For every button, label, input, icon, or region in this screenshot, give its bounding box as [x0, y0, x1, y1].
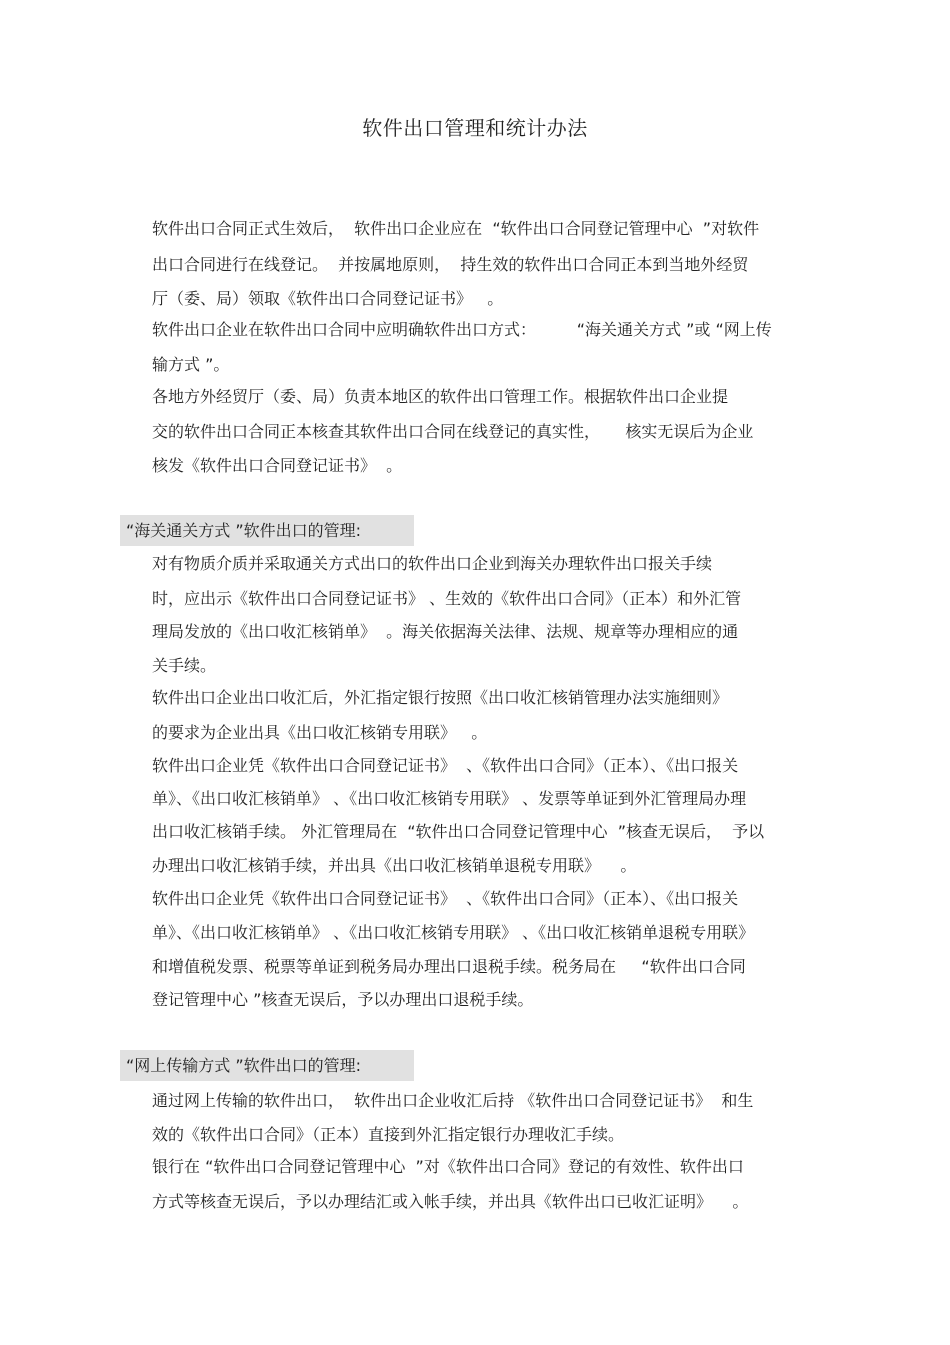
- paragraph-line: 软件出口企业出口收汇后，外汇指定银行按照《出口收汇核销管理办法实施细则》: [152, 688, 729, 707]
- paragraph-line: 交的软件出口合同正本核查其软件出口合同在线登记的真实性， 核实无误后为企业: [152, 422, 754, 441]
- paragraph-line: 输方式 ”。: [152, 355, 230, 374]
- paragraph-line: 时，应出示《软件出口合同登记证书》 、生效的《软件出口合同》（正本）和外汇管: [152, 589, 742, 608]
- paragraph-line: 办理出口收汇核销手续，并出具《出口收汇核销单退税专用联》 。: [152, 856, 637, 875]
- section-heading-online: “网上传输方式 ”软件出口的管理:: [120, 1050, 414, 1081]
- section-heading-customs: “海关通关方式 ”软件出口的管理:: [120, 515, 414, 546]
- paragraph-line: 和增值税发票、税票等单证到税务局办理出口退税手续。税务局在 “软件出口合同: [152, 957, 746, 976]
- paragraph-line: 软件出口企业凭《软件出口合同登记证书》 、《软件出口合同》（正本）、《出口报关: [152, 889, 739, 908]
- paragraph-line: 登记管理中心 ”核查无误后，予以办理出口退税手续。: [152, 990, 534, 1009]
- paragraph-line: 方式等核查无误后，予以办理结汇或入帐手续，并出具《软件出口已收汇证明》 。: [152, 1192, 749, 1211]
- paragraph-line: 厅（委、局）领取《软件出口合同登记证书》 。: [152, 289, 504, 308]
- paragraph-line: 出口合同进行在线登记。 并按属地原则， 持生效的软件出口合同正本到当地外经贸: [152, 255, 749, 274]
- paragraph-line: 理局发放的《出口收汇核销单》 。海关依据海关法律、法规、规章等办理相应的通: [152, 622, 739, 641]
- paragraph-line: 核发《软件出口合同登记证书》 。: [152, 456, 403, 475]
- paragraph-line: 银行在 “软件出口合同登记管理中心 ”对《软件出口合同》登记的有效性、软件出口: [152, 1157, 744, 1176]
- paragraph-line: 软件出口企业在软件出口合同中应明确软件出口方式： “海关通关方式 ”或 “网上传: [152, 320, 772, 339]
- paragraph-line: 软件出口企业凭《软件出口合同登记证书》 、《软件出口合同》（正本）、《出口报关: [152, 756, 739, 775]
- paragraph-line: 通过网上传输的软件出口， 软件出口企业收汇后持 《软件出口合同登记证书》 和生: [152, 1091, 754, 1110]
- paragraph-line: 关手续。: [152, 656, 217, 675]
- paragraph-line: 各地方外经贸厅（委、局）负责本地区的软件出口管理工作。根据软件出口企业提: [152, 387, 729, 406]
- paragraph-line: 效的《软件出口合同》（正本）直接到外汇指定银行办理收汇手续。: [152, 1125, 625, 1144]
- paragraph-line: 单》、《出口收汇核销单》 、《出口收汇核销专用联》 、发票等单证到外汇管理局办理: [152, 789, 747, 808]
- paragraph-line: 对有物质介质并采取通关方式出口的软件出口企业到海关办理软件出口报关手续: [152, 554, 713, 573]
- paragraph-line: 单》、《出口收汇核销单》 、《出口收汇核销专用联》 、《出口收汇核销单退税专用联》: [152, 923, 755, 942]
- paragraph-line: 的要求为企业出具《出口收汇核销专用联》 。: [152, 723, 488, 742]
- document-title: 软件出口管理和统计办法: [362, 116, 588, 140]
- paragraph-line: 软件出口合同正式生效后， 软件出口企业应在 “软件出口合同登记管理中心 ”对软件: [152, 219, 760, 238]
- paragraph-line: 出口收汇核销手续。 外汇管理局在 “软件出口合同登记管理中心 ”核查无误后， 予以: [152, 822, 765, 841]
